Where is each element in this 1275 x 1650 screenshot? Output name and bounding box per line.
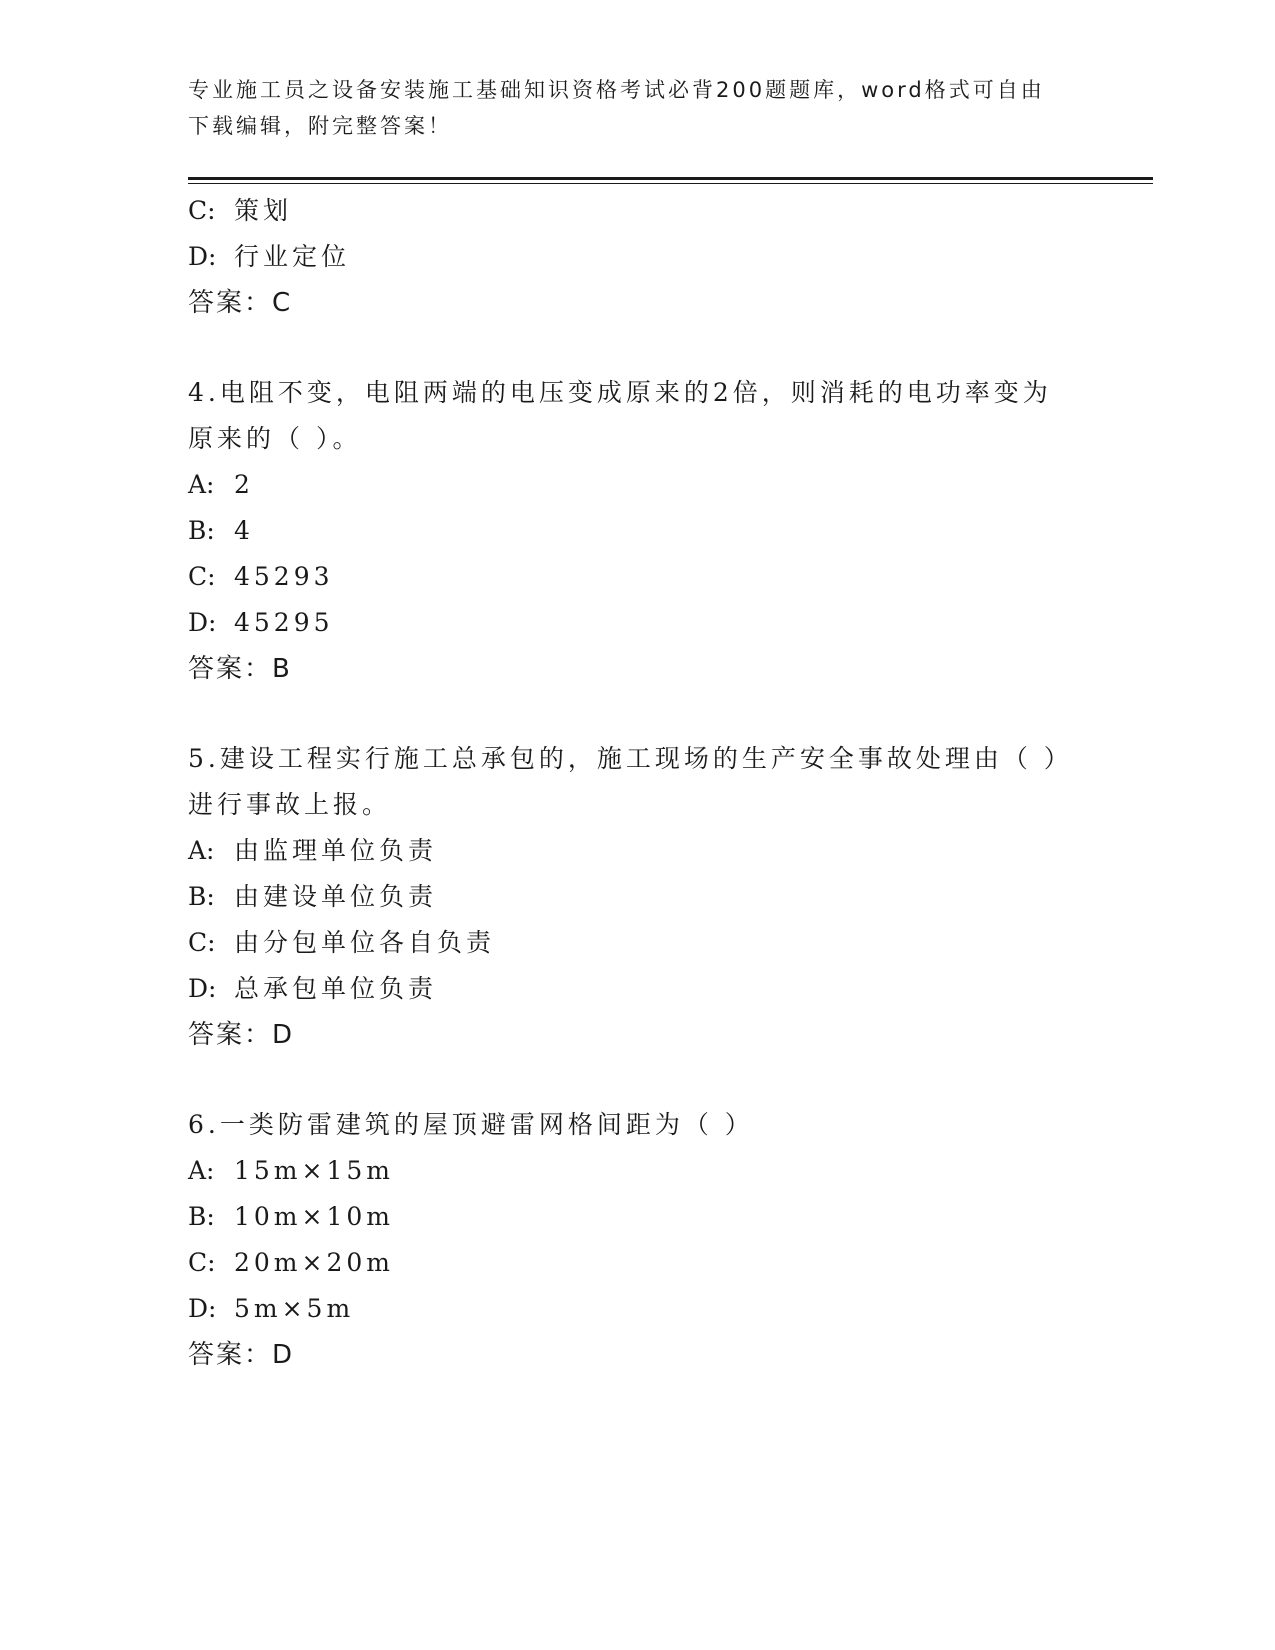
option-key: C: bbox=[188, 928, 216, 957]
header-line-1: 专业施工员之设备安装施工基础知识资格考试必背200题题库，word格式可自由 bbox=[188, 78, 1045, 102]
question-title-line-1: 4.电阻不变，电阻两端的电压变成原来的2倍，则消耗的电功率变为 bbox=[188, 378, 1052, 407]
answer: 答案：B bbox=[188, 654, 292, 684]
question-title-line-2: 进行事故上报。 bbox=[188, 790, 392, 819]
header-divider-thick bbox=[188, 177, 1153, 180]
question-4 bbox=[188, 370, 1088, 692]
option-key: B: bbox=[188, 516, 215, 545]
answer: 答案：D bbox=[188, 1020, 295, 1050]
option-d bbox=[188, 1286, 1088, 1332]
question-title bbox=[188, 370, 1068, 462]
option-b bbox=[188, 874, 1088, 920]
option-c bbox=[188, 554, 1088, 600]
question-list bbox=[188, 188, 1088, 1378]
document-header bbox=[188, 72, 1088, 144]
option-key: D: bbox=[188, 608, 217, 637]
option-text: 45293 bbox=[234, 562, 334, 591]
option-text: 总承包单位负责 bbox=[234, 974, 438, 1003]
option-key: C: bbox=[188, 562, 216, 591]
option-key: C: bbox=[188, 1248, 216, 1277]
option-key: B: bbox=[188, 882, 215, 911]
question-title-line-1: 5.建设工程实行施工总承包的，施工现场的生产安全事故处理由（ ） bbox=[188, 744, 1073, 773]
option-c bbox=[188, 188, 1088, 234]
option-text: 由监理单位负责 bbox=[234, 836, 438, 865]
option-key: A: bbox=[188, 836, 215, 865]
option-key: A: bbox=[188, 1156, 215, 1185]
option-text: 4 bbox=[234, 516, 254, 545]
option-text: 20m×20m bbox=[234, 1248, 394, 1277]
question-title-line-1: 6.一类防雷建筑的屋顶避雷网格间距为（ ） bbox=[188, 1110, 754, 1139]
option-text: 行业定位 bbox=[234, 242, 351, 271]
option-a bbox=[188, 1148, 1088, 1194]
option-text: 15m×15m bbox=[234, 1156, 394, 1185]
option-c bbox=[188, 1240, 1088, 1286]
option-b bbox=[188, 508, 1088, 554]
option-key: C: bbox=[188, 196, 216, 225]
header-line-2: 下载编辑，附完整答案！ bbox=[188, 114, 452, 138]
option-key: B: bbox=[188, 1202, 215, 1231]
question-5 bbox=[188, 736, 1088, 1058]
answer: 答案：D bbox=[188, 1340, 295, 1370]
question-title bbox=[188, 1102, 1068, 1148]
option-c bbox=[188, 920, 1088, 966]
option-key: A: bbox=[188, 470, 215, 499]
answer: 答案：C bbox=[188, 288, 293, 318]
option-text: 由建设单位负责 bbox=[234, 882, 438, 911]
option-a bbox=[188, 828, 1088, 874]
option-key: D: bbox=[188, 1294, 217, 1323]
option-d bbox=[188, 234, 1088, 280]
option-d bbox=[188, 600, 1088, 646]
question-title-line-2: 原来的（ ）。 bbox=[188, 424, 362, 453]
option-key: D: bbox=[188, 242, 217, 271]
question-3 bbox=[188, 188, 1088, 326]
option-text: 10m×10m bbox=[234, 1202, 394, 1231]
header-divider-thin bbox=[188, 183, 1153, 184]
option-text: 5m×5m bbox=[234, 1294, 355, 1323]
option-text: 2 bbox=[234, 470, 254, 499]
option-text: 由分包单位各自负责 bbox=[234, 928, 496, 957]
option-text: 策划 bbox=[234, 196, 293, 225]
option-text: 45295 bbox=[234, 608, 334, 637]
option-b bbox=[188, 1194, 1088, 1240]
option-key: D: bbox=[188, 974, 217, 1003]
option-a bbox=[188, 462, 1088, 508]
question-6 bbox=[188, 1102, 1088, 1378]
option-d bbox=[188, 966, 1088, 1012]
question-title bbox=[188, 736, 1073, 828]
